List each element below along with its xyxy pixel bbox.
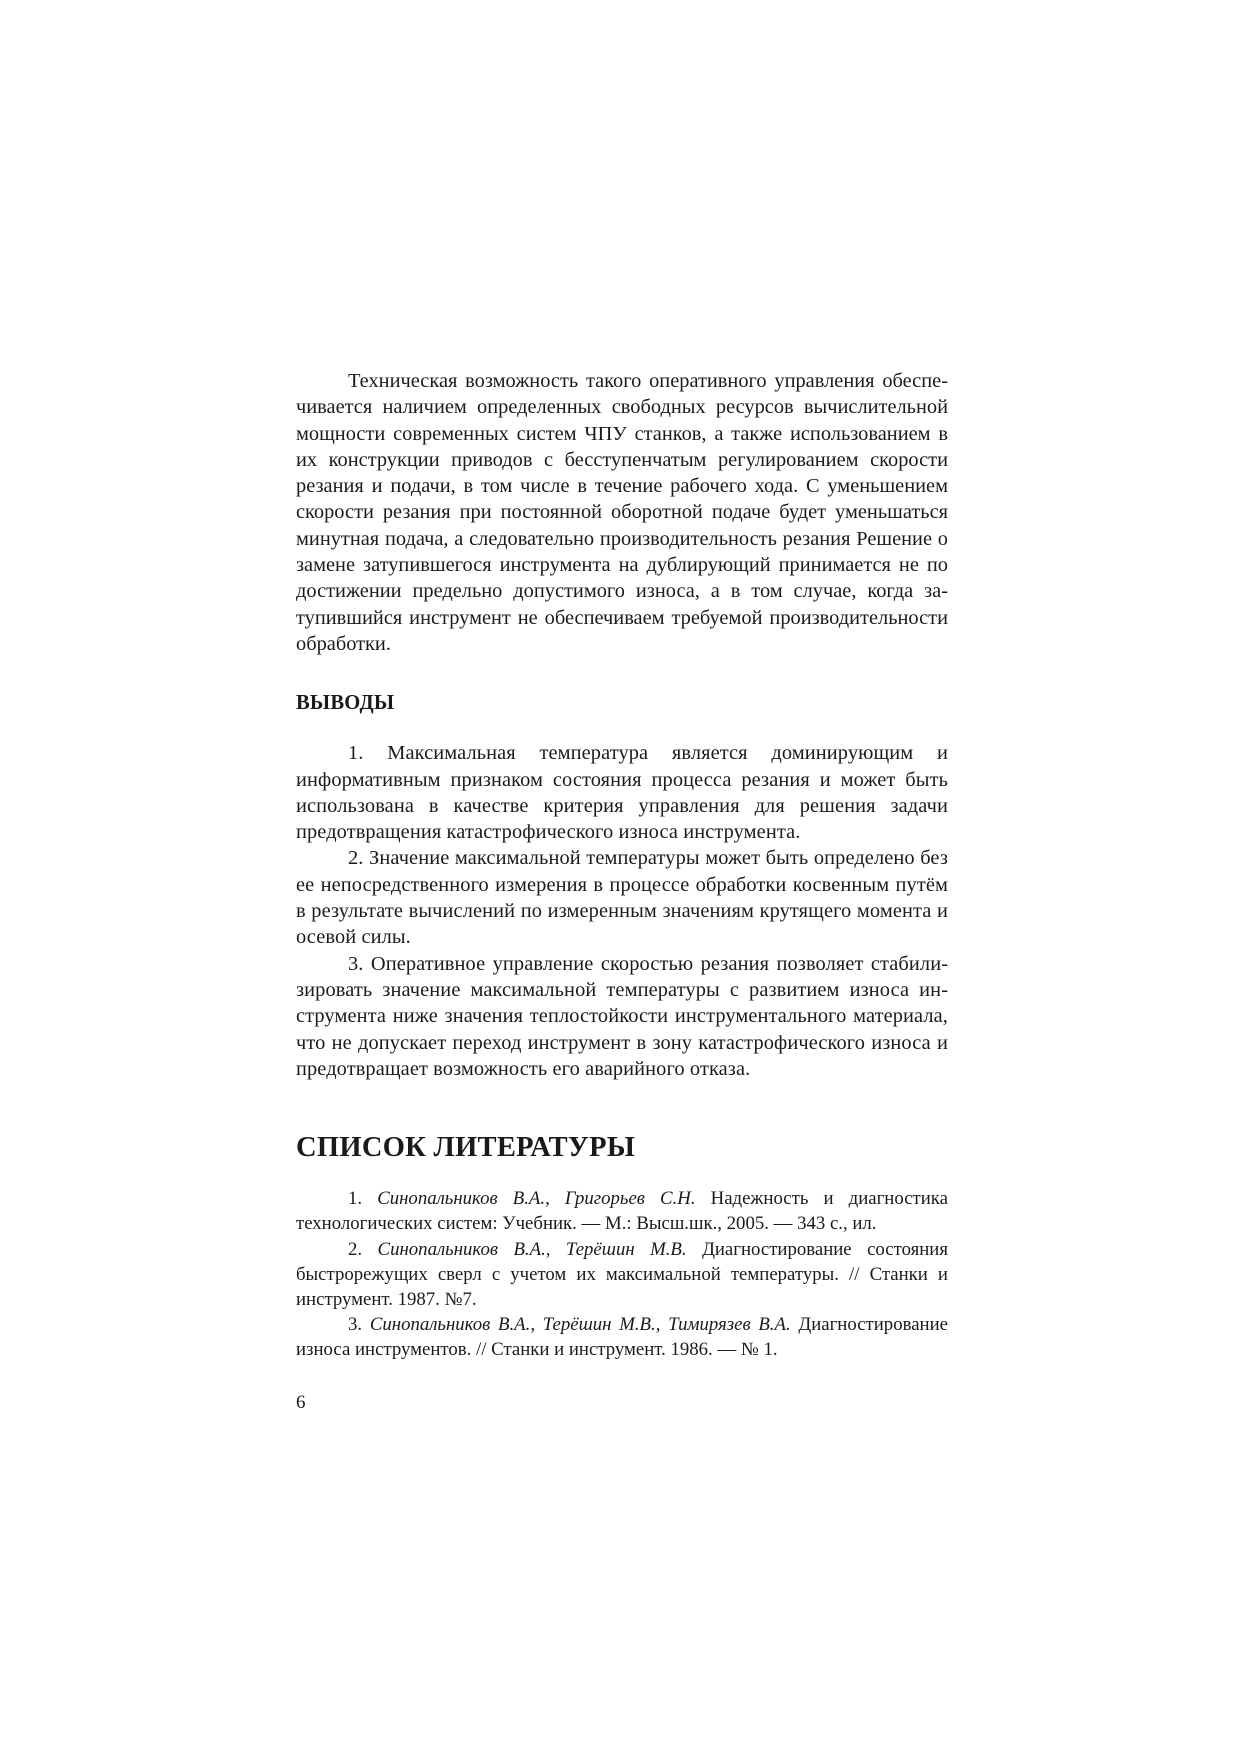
conclusions-heading: ВЫВОДЫ [296,692,395,715]
conclusions-list [296,740,948,1082]
reference-number: 1. [348,1188,363,1210]
reference-text: Надежность и диагностика технологических систем: Учебник. — М.: Высш.шк., 2005. — 343 с., ил. [296,1188,948,1235]
conclusion-item: 1. Максимальная температура является доминирующим и информативным признаком состояния процесса резания и может быть использована в качестве критерия управления для решения задачи предотвращения катастрофического износа инструмента. [296,742,948,844]
reference-item [296,1312,948,1362]
references-list [296,1186,948,1362]
page-number: 6 [296,1392,306,1413]
reference-text: Диагностирование износа инструментов. // Станки и инструмент. 1986. — № 1. [296,1314,948,1361]
reference-authors: Синопальников В.А., Григорьев С.Н. [377,1188,696,1210]
conclusion-item: 2. Значение максимальной температуры может быть определено без ее непосредственного измерения в процессе обработки косвенным путём в результате вычислений по измеренным значениям крутящего момента и осевой силы. [296,847,948,949]
reference-item [296,1237,948,1313]
reference-item [296,1186,948,1236]
reference-authors: Синопальников В.А., Терёшин М.В., Тимирязев В.А. [369,1314,791,1336]
reference-authors: Синопальников В.А., Терёшин М.В. [377,1238,687,1260]
conclusion-item: 3. Оперативное управление скоростью резания позволяет стабилизировать значение максимальной температуры с развитием износа инструмента ниже значения теплостойкости инструментального материала, что не допускает переход инструмент в зону катастрофического износа и предотвращает возможность его аварийного отказа. [296,952,948,1080]
references-heading: СПИСОК ЛИТЕРАТУРЫ [296,1132,636,1164]
page-content [296,368,948,1363]
body-paragraph: Техническая возможность такого оперативного управления обеспечивается наличием определенных свободных ресурсов вычислительной мощности современных систем ЧПУ станков, а также использованием в их конструкции приводов с бесступенчатым регулированием скорости резания и подачи, в том числе в течение рабочего хода. С уменьшением скорости резания при постоянной оборотной подаче будет уменьшаться минутная подача, а следовательно производительность резания Решение о замене затупившегося инструмента на дублирующий принимается не по достижении предельно допустимого износа, а в том случае, когда затупившийся инструмент не обеспечиваем требуемой производительности обработки. [296,370,948,655]
reference-number: 2. [348,1238,363,1260]
reference-number: 3. [348,1314,363,1336]
reference-text: Диагностирование состояния быстрорежущих сверл с учетом их максимальной температуры. // Станки и инструмент. 1987. №7. [296,1238,948,1310]
